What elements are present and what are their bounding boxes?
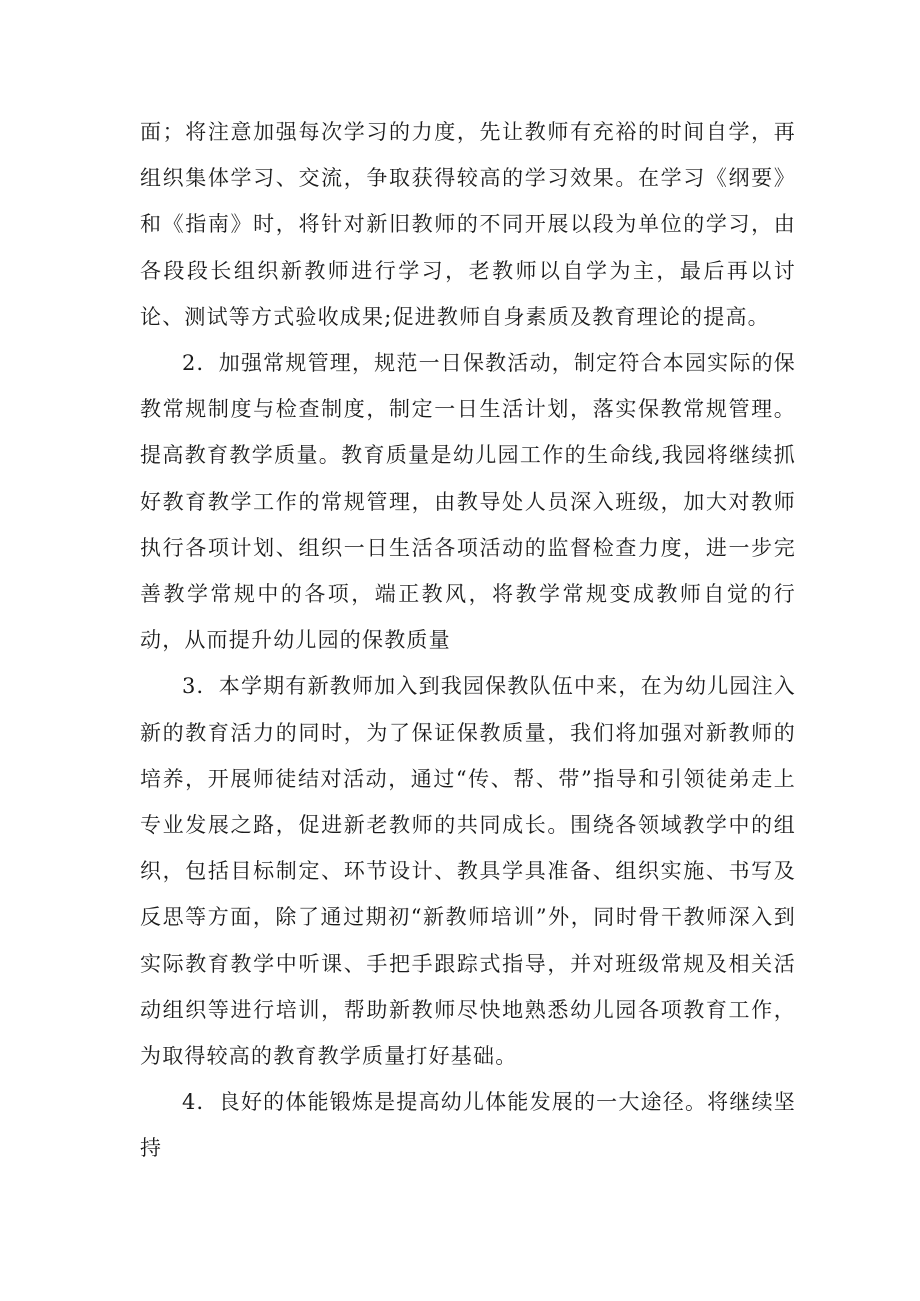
paragraph-continuation: 面；将注意加强每次学习的力度，先让教师有充裕的时间自学，再组织集体学习、交流，争取获得较高的学习效果。在学习《纲要》和《指南》时，将针对新旧教师的不同开展以段为单位的学习，由各段段长组织新教师进行学习，老教师以自学为主，最后再以讨论、测试等方式验收成果;促进教师自身素质及教育理论的提高。 bbox=[140, 120, 796, 329]
paragraph-item-2: 2．加强常规管理，规范一日保教活动，制定符合本园实际的保教常规制度与检查制度，制定一日生活计划，落实保教常规管理。提高教育教学质量。教育质量是幼儿园工作的生命线,我园将继续抓好教育教学工作的常规管理，由教导处人员深入班级，加大对教师执行各项计划、组织一日生活各项活动的监督检查力度，进一步完善教学常规中的各项，端正教风，将教学常规变成教师自觉的行动，从而提升幼儿园的保教质量 bbox=[140, 351, 796, 653]
paragraph-item-3: 3．本学期有新教师加入到我园保教队伍中来，在为幼儿园注入新的教育活力的同时，为了保证保教质量，我们将加强对新教师的培养，开展师徒结对活动，通过“传、帮、带”指导和引领徒弟走上专业发展之路，促进新老教师的共同成长。围绕各领域教学中的组织，包括目标制定、环节设计、教具学具准备、组织实施、书写及反思等方面，除了通过期初“新教师培训”外，同时骨干教师深入到实际教育教学中听课、手把手跟踪式指导，并对班级常规及相关活动组织等进行培训，帮助新教师尽快地熟悉幼儿园各项教育工作，为取得较高的教育教学质量打好基础。 bbox=[140, 674, 796, 1069]
paragraph-item-4: 4．良好的体能锻炼是提高幼儿体能发展的一大途径。将继续坚持 bbox=[140, 1090, 796, 1161]
document-body bbox=[140, 109, 796, 1172]
